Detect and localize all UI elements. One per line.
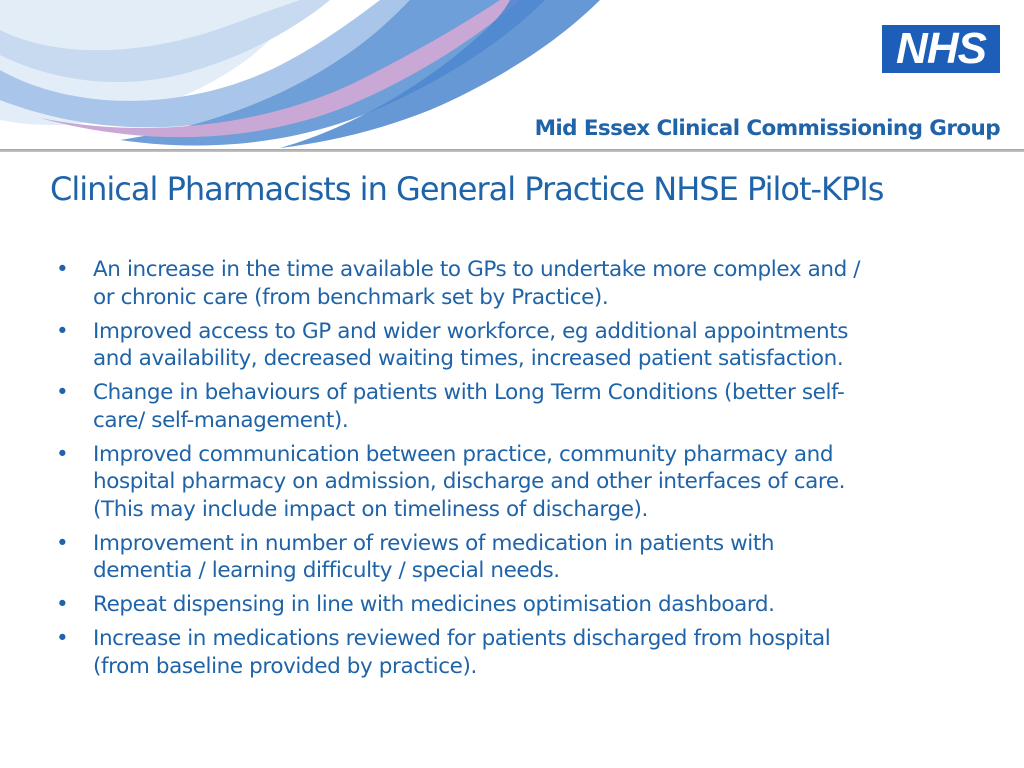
bullet-marker: • <box>56 626 69 651</box>
bullet-marker: • <box>56 592 69 617</box>
bullet-text-line: Repeat dispensing in line with medicines optimisation dashboard. <box>93 592 775 617</box>
bullet-marker: • <box>56 441 69 467</box>
bullet-marker: • <box>56 380 69 405</box>
bullet-item <box>56 379 956 434</box>
bullet-text-line: hospital pharmacy on admission, discharge and other interfaces of care. <box>93 469 846 494</box>
bullet-text-line: care/ self-management). <box>93 407 349 433</box>
bullet-marker: • <box>56 257 69 282</box>
bullet-text-line: dementia / learning difficulty / special needs. <box>93 558 560 583</box>
bullet-marker: • <box>56 530 69 556</box>
bullet-item <box>56 441 956 524</box>
bullet-text-line: Increase in medications reviewed for patients discharged from hospital <box>93 626 831 651</box>
bullet-marker: • <box>56 318 69 344</box>
bullet-text-line: (This may include impact on timeliness of discharge). <box>93 496 648 522</box>
bullet-text-line: Improved communication between practice, community pharmacy and <box>93 441 834 467</box>
header-divider <box>0 149 1024 152</box>
bullet-text-line: An increase in the time available to GPs to undertake more complex and / <box>93 257 861 282</box>
slide-header <box>0 0 1024 150</box>
organization-name: Mid Essex Clinical Commissioning Group <box>534 116 1000 141</box>
bullet-item <box>56 318 956 373</box>
bullet-text-line: or chronic care (from benchmark set by Practice). <box>93 284 609 310</box>
bullet-item <box>56 591 956 619</box>
slide-title: Clinical Pharmacists in General Practice NHSE Pilot-KPIs <box>50 170 884 208</box>
bullet-item <box>56 625 956 680</box>
bullet-text-line: Change in behaviours of patients with Long Term Conditions (better self- <box>93 380 845 405</box>
bullet-text-line: Improvement in number of reviews of medication in patients with <box>93 530 775 556</box>
bullet-item <box>56 530 956 585</box>
bullet-item <box>56 256 956 311</box>
bullet-text-line: and availability, decreased waiting times, increased patient satisfaction. <box>93 346 844 371</box>
bullet-text-line: (from baseline provided by practice). <box>93 653 477 679</box>
nhs-logo: NHS <box>882 25 1000 73</box>
kpi-bullet-list <box>56 256 956 687</box>
bullet-text-line: Improved access to GP and wider workforce, eg additional appointments <box>93 318 849 344</box>
